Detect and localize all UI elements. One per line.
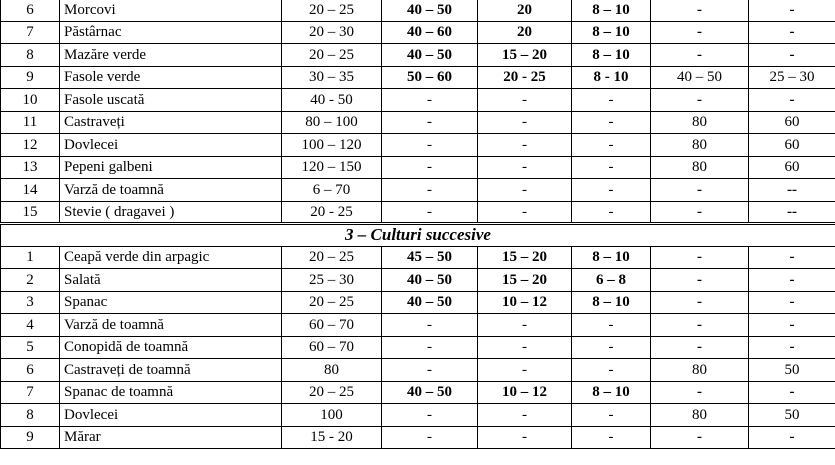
distance-c2-cell: - bbox=[382, 134, 478, 157]
distance-rows-cell: 20 – 25 bbox=[282, 291, 382, 314]
distance-c4-cell: - bbox=[572, 314, 651, 337]
distance-c5-cell: 80 bbox=[651, 134, 749, 157]
distance-c4-cell: - bbox=[572, 134, 651, 157]
crop-name-cell: Stevie ( dragavei ) bbox=[60, 201, 282, 224]
distance-c5-cell: - bbox=[651, 21, 749, 44]
distance-c2-cell: - bbox=[382, 179, 478, 202]
distance-c6-cell: 60 bbox=[749, 134, 835, 157]
distance-c4-cell: - bbox=[572, 336, 651, 359]
distance-c3-cell: - bbox=[478, 156, 572, 179]
row-number-cell: 15 bbox=[1, 201, 60, 224]
distance-c3-cell: 20 bbox=[478, 21, 572, 44]
distance-c3-cell: - bbox=[478, 336, 572, 359]
distance-c2-cell: 40 – 50 bbox=[382, 291, 478, 314]
distance-rows-cell: 80 – 100 bbox=[282, 111, 382, 134]
distance-c6-cell: - bbox=[749, 426, 835, 449]
table-row bbox=[1, 44, 835, 67]
distance-c3-cell: - bbox=[478, 314, 572, 337]
distance-c4-cell: - bbox=[572, 404, 651, 427]
row-number-cell: 9 bbox=[1, 66, 60, 89]
crop-name-cell: Ceapă verde din arpagic bbox=[60, 246, 282, 269]
table-row bbox=[1, 0, 835, 21]
distance-c4-cell: 8 – 10 bbox=[572, 381, 651, 404]
distance-c2-cell: 45 – 50 bbox=[382, 246, 478, 269]
table-section-previous bbox=[1, 0, 835, 224]
distance-c6-cell: - bbox=[749, 336, 835, 359]
row-number-cell: 7 bbox=[1, 21, 60, 44]
distance-c4-cell: 8 – 10 bbox=[572, 21, 651, 44]
distance-rows-cell: 100 – 120 bbox=[282, 134, 382, 157]
distance-c2-cell: - bbox=[382, 111, 478, 134]
crop-name-cell: Spanac de toamnă bbox=[60, 381, 282, 404]
distance-c2-cell: 40 – 50 bbox=[382, 381, 478, 404]
distance-rows-cell: 20 – 25 bbox=[282, 44, 382, 67]
row-number-cell: 3 bbox=[1, 291, 60, 314]
row-number-cell: 6 bbox=[1, 359, 60, 382]
distance-c4-cell: - bbox=[572, 201, 651, 224]
distance-rows-cell: 60 – 70 bbox=[282, 314, 382, 337]
table-row bbox=[1, 179, 835, 202]
distance-c3-cell: 15 – 20 bbox=[478, 44, 572, 67]
row-number-cell: 6 bbox=[1, 0, 60, 21]
distance-c6-cell: 25 – 30 bbox=[749, 66, 835, 89]
row-number-cell: 9 bbox=[1, 426, 60, 449]
table-row bbox=[1, 381, 835, 404]
table-row bbox=[1, 404, 835, 427]
row-number-cell: 1 bbox=[1, 246, 60, 269]
distance-c5-cell: - bbox=[651, 246, 749, 269]
distance-rows-cell: 20 – 25 bbox=[282, 246, 382, 269]
distance-c5-cell: 80 bbox=[651, 111, 749, 134]
table-row bbox=[1, 314, 835, 337]
distance-rows-cell: 40 - 50 bbox=[282, 89, 382, 112]
distance-c4-cell: 8 - 10 bbox=[572, 66, 651, 89]
distance-c6-cell: - bbox=[749, 314, 835, 337]
distance-c4-cell: - bbox=[572, 179, 651, 202]
table-row bbox=[1, 89, 835, 112]
table-row bbox=[1, 246, 835, 269]
distance-c4-cell: - bbox=[572, 359, 651, 382]
distance-c3-cell: - bbox=[478, 179, 572, 202]
distance-c4-cell: - bbox=[572, 111, 651, 134]
distance-c2-cell: - bbox=[382, 336, 478, 359]
distance-c2-cell: - bbox=[382, 314, 478, 337]
distance-c5-cell: 80 bbox=[651, 156, 749, 179]
distance-rows-cell: 20 – 30 bbox=[282, 21, 382, 44]
distance-c2-cell: 50 – 60 bbox=[382, 66, 478, 89]
row-number-cell: 5 bbox=[1, 336, 60, 359]
table-row bbox=[1, 336, 835, 359]
table-row bbox=[1, 156, 835, 179]
distance-c3-cell: - bbox=[478, 359, 572, 382]
crop-name-cell: Mazăre verde bbox=[60, 44, 282, 67]
crop-name-cell: Spanac bbox=[60, 291, 282, 314]
distance-c3-cell: 10 – 12 bbox=[478, 381, 572, 404]
distance-c3-cell: 10 – 12 bbox=[478, 291, 572, 314]
distance-c6-cell: - bbox=[749, 381, 835, 404]
distance-c3-cell: - bbox=[478, 201, 572, 224]
crop-name-cell: Castraveți bbox=[60, 111, 282, 134]
distance-rows-cell: 15 - 20 bbox=[282, 426, 382, 449]
distance-c2-cell: - bbox=[382, 89, 478, 112]
crop-name-cell: Varză de toamnă bbox=[60, 314, 282, 337]
distance-c5-cell: - bbox=[651, 179, 749, 202]
distance-rows-cell: 20 - 25 bbox=[282, 201, 382, 224]
distance-c4-cell: - bbox=[572, 426, 651, 449]
row-number-cell: 2 bbox=[1, 269, 60, 292]
crop-name-cell: Pepeni galbeni bbox=[60, 156, 282, 179]
row-number-cell: 10 bbox=[1, 89, 60, 112]
row-number-cell: 14 bbox=[1, 179, 60, 202]
crop-name-cell: Mărar bbox=[60, 426, 282, 449]
distance-c6-cell: -- bbox=[749, 201, 835, 224]
distance-c4-cell: 8 – 10 bbox=[572, 246, 651, 269]
crop-name-cell: Varză de toamnă bbox=[60, 179, 282, 202]
distance-c2-cell: - bbox=[382, 201, 478, 224]
distance-c6-cell: - bbox=[749, 269, 835, 292]
crop-name-cell: Fasole uscată bbox=[60, 89, 282, 112]
table-row bbox=[1, 66, 835, 89]
table-row bbox=[1, 201, 835, 224]
distance-c3-cell: - bbox=[478, 111, 572, 134]
distance-c5-cell: - bbox=[651, 336, 749, 359]
distance-c6-cell: - bbox=[749, 44, 835, 67]
row-number-cell: 8 bbox=[1, 404, 60, 427]
table-row bbox=[1, 21, 835, 44]
distance-rows-cell: 20 – 25 bbox=[282, 0, 382, 21]
distance-c3-cell: - bbox=[478, 426, 572, 449]
table-row bbox=[1, 134, 835, 157]
distance-c6-cell: 60 bbox=[749, 156, 835, 179]
row-number-cell: 12 bbox=[1, 134, 60, 157]
distance-c4-cell: 6 – 8 bbox=[572, 269, 651, 292]
distance-c5-cell: - bbox=[651, 44, 749, 67]
distance-rows-cell: 120 – 150 bbox=[282, 156, 382, 179]
distance-c5-cell: - bbox=[651, 269, 749, 292]
distance-c6-cell: - bbox=[749, 21, 835, 44]
distance-c2-cell: 40 – 50 bbox=[382, 0, 478, 21]
distance-c2-cell: - bbox=[382, 404, 478, 427]
distance-rows-cell: 20 – 25 bbox=[282, 381, 382, 404]
table-row bbox=[1, 291, 835, 314]
distance-c3-cell: - bbox=[478, 89, 572, 112]
crop-name-cell: Dovlecei bbox=[60, 134, 282, 157]
distance-c6-cell: - bbox=[749, 246, 835, 269]
table-section-succesive bbox=[1, 246, 835, 449]
distance-c5-cell: - bbox=[651, 0, 749, 21]
distance-c5-cell: - bbox=[651, 426, 749, 449]
crop-name-cell: Morcovi bbox=[60, 0, 282, 21]
crop-name-cell: Fasole verde bbox=[60, 66, 282, 89]
distance-rows-cell: 80 bbox=[282, 359, 382, 382]
distance-c2-cell: 40 – 50 bbox=[382, 269, 478, 292]
distance-c2-cell: - bbox=[382, 426, 478, 449]
row-number-cell: 11 bbox=[1, 111, 60, 134]
distance-c5-cell: - bbox=[651, 291, 749, 314]
distance-c6-cell: - bbox=[749, 89, 835, 112]
distance-c4-cell: 8 – 10 bbox=[572, 44, 651, 67]
distance-c5-cell: - bbox=[651, 314, 749, 337]
distance-rows-cell: 30 – 35 bbox=[282, 66, 382, 89]
distance-c6-cell: - bbox=[749, 0, 835, 21]
distance-c3-cell: - bbox=[478, 404, 572, 427]
distance-c2-cell: - bbox=[382, 156, 478, 179]
distance-c5-cell: - bbox=[651, 201, 749, 224]
distance-c4-cell: 8 – 10 bbox=[572, 291, 651, 314]
distance-c3-cell: 15 – 20 bbox=[478, 246, 572, 269]
distance-c3-cell: 15 – 20 bbox=[478, 269, 572, 292]
crop-name-cell: Castraveți de toamnă bbox=[60, 359, 282, 382]
distance-c5-cell: 80 bbox=[651, 359, 749, 382]
table-row bbox=[1, 111, 835, 134]
row-number-cell: 13 bbox=[1, 156, 60, 179]
distance-c4-cell: - bbox=[572, 89, 651, 112]
distance-c6-cell: - bbox=[749, 291, 835, 314]
distance-c5-cell: - bbox=[651, 381, 749, 404]
crop-name-cell: Dovlecei bbox=[60, 404, 282, 427]
distance-c4-cell: 8 – 10 bbox=[572, 0, 651, 21]
distance-c6-cell: 50 bbox=[749, 404, 835, 427]
distance-c3-cell: - bbox=[478, 134, 572, 157]
distance-c3-cell: 20 bbox=[478, 0, 572, 21]
distance-c4-cell: - bbox=[572, 156, 651, 179]
distance-c2-cell: 40 – 60 bbox=[382, 21, 478, 44]
crop-name-cell: Salată bbox=[60, 269, 282, 292]
distance-c5-cell: 40 – 50 bbox=[651, 66, 749, 89]
section-title: 3 – Culturi succesive bbox=[1, 224, 835, 247]
distance-rows-cell: 100 bbox=[282, 404, 382, 427]
table-row bbox=[1, 426, 835, 449]
row-number-cell: 4 bbox=[1, 314, 60, 337]
table-row bbox=[1, 359, 835, 382]
crop-name-cell: Păstârnac bbox=[60, 21, 282, 44]
distance-c2-cell: - bbox=[382, 359, 478, 382]
distance-rows-cell: 6 – 70 bbox=[282, 179, 382, 202]
distance-c6-cell: 60 bbox=[749, 111, 835, 134]
table-section-header bbox=[1, 224, 835, 247]
distance-c2-cell: 40 – 50 bbox=[382, 44, 478, 67]
distance-c5-cell: 80 bbox=[651, 404, 749, 427]
crop-name-cell: Conopidă de toamnă bbox=[60, 336, 282, 359]
distance-c6-cell: -- bbox=[749, 179, 835, 202]
distance-rows-cell: 60 – 70 bbox=[282, 336, 382, 359]
distance-c5-cell: - bbox=[651, 89, 749, 112]
distance-rows-cell: 25 – 30 bbox=[282, 269, 382, 292]
row-number-cell: 7 bbox=[1, 381, 60, 404]
distance-c3-cell: 20 - 25 bbox=[478, 66, 572, 89]
row-number-cell: 8 bbox=[1, 44, 60, 67]
table-row bbox=[1, 269, 835, 292]
distance-c6-cell: 50 bbox=[749, 359, 835, 382]
